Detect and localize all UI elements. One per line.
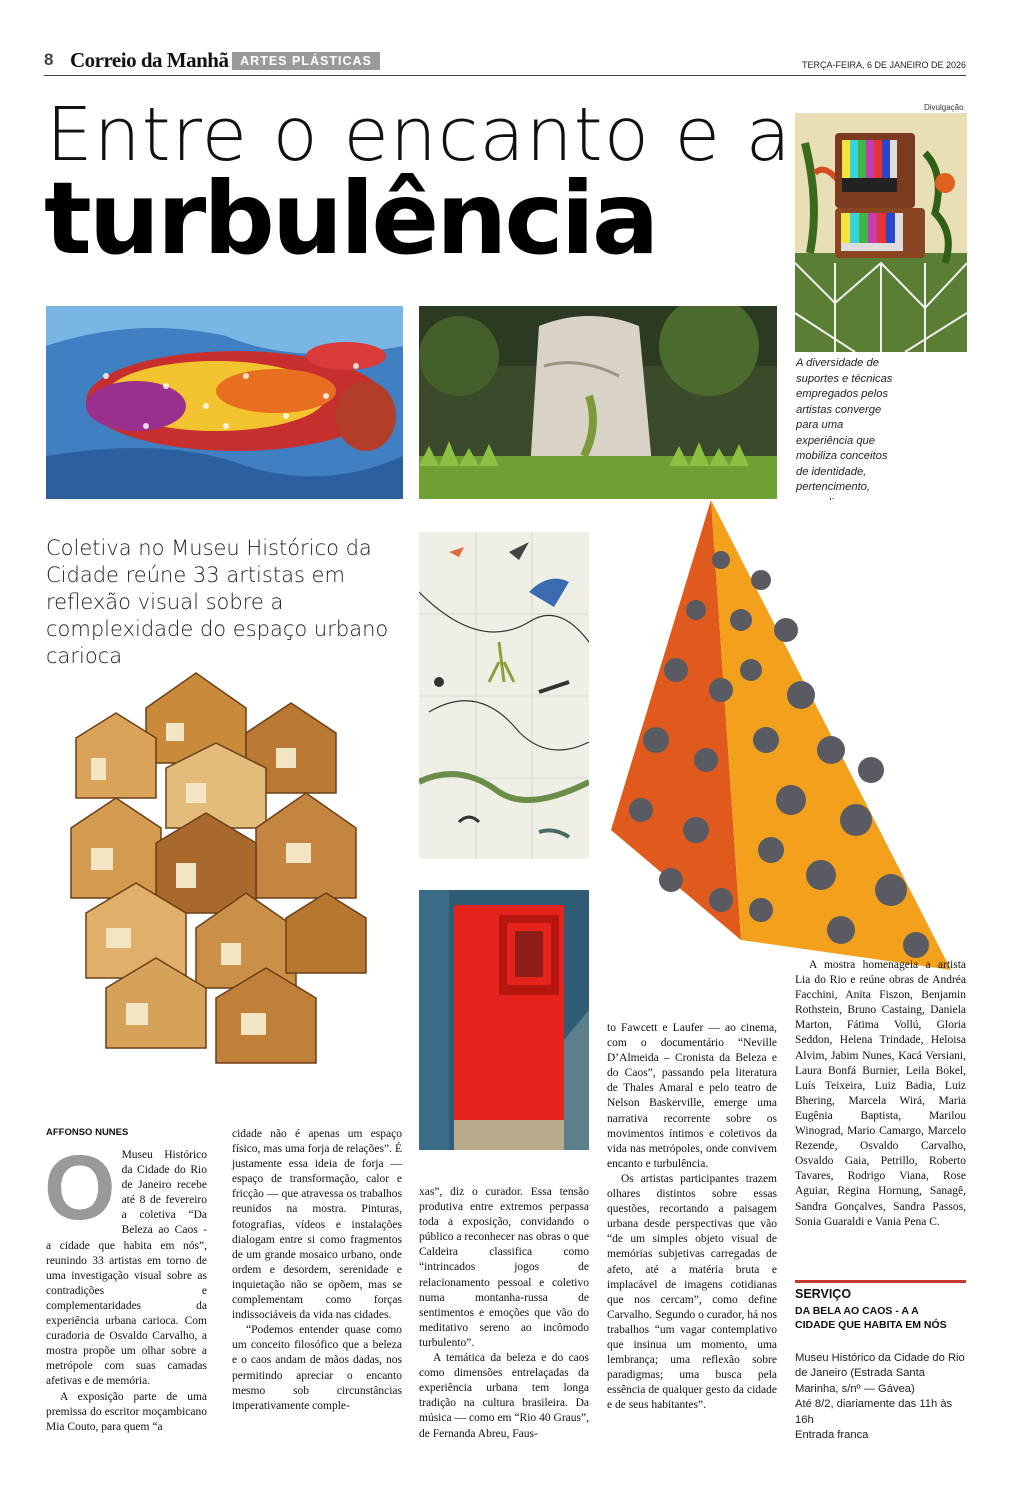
birds-drawing-image xyxy=(419,532,589,859)
orange-pyramid-sculpture-image xyxy=(601,500,967,974)
servico-title: SERVIÇO xyxy=(795,1287,852,1301)
article-paragraph: O Museu Histórico da Cidade do Rio de Janeiro recebe até 8 de fevereiro a coletiva “Da Beleza ao Caos - a cidade que habita em nós”, reunindo 33 artistas em torno de uma investigação visual sobre as contradições e complementaridades da experiência urbana carioca. Com curadoria de Osvaldo Carvalho, a mostra propõe um olhar sobre a metrópole com suas camadas afetivas e de memória. xyxy=(44,1137,207,1388)
wooden-houses-sculpture-image xyxy=(46,668,376,1078)
headline-line-2: turbulência xyxy=(44,160,657,277)
article-paragraph: cidade não é apenas um espaço físico, mas uma forja de relações”. É justamente essa ideia de forja — espaço de transformação, calor e fricção — que atravessa os trabalhos reunidos na mostra. Pinturas, fotografias, vídeos e instalações dialogam entre si como fragmentos de um grande mosaico urbano, onde ordem e desordem, serenidade e inquietação não se opõem, mas se complementam como forças indissociáveis da vida nas cidades. xyxy=(232,1128,402,1322)
tv-painting-image xyxy=(795,113,967,352)
headline-line-1: Entre o encanto e a xyxy=(46,92,792,178)
byline: AFFONSO NUNES xyxy=(46,1127,129,1138)
article-paragraph: A mostra homenageia a artista Lia do Rio e reúne obras de Andréa Facchini, Anita Fiszon, Benjamin Rothstein, Bruno Castaing, Daniela Marton, Fátima Vollú, Gloria Seddon, Helena Trindade, Heloisa Alvim, Jabim Nunes, Kacá Versiani, Laura Bonfá Burnier, Leila Bokel, Luís Teixeira, Luiz Badia, Luiz Bhering, Marcela Wirá, Maria Eugênia Baptista, Marilou Winograd, Mario Camargo, Marcelo Rezende, Osvaldo Carvalho, Osvaldo Gaia, Petrillo, Roberto Tavares, Rodrigo Viana, Rose Aguiar, Regina Hornung, Sanagê, Sandra Gonçalves, Sandra Passos, Sonia Guaraldi e Vania Pena C. xyxy=(795,959,966,1228)
photo-credit: Divulgação xyxy=(924,103,964,112)
servico-entry: Entrada franca xyxy=(795,1429,869,1442)
article-column-3 xyxy=(419,1185,589,1442)
article-paragraph: A temática da beleza e do caos como dimensões entrelaçadas da experiência urbana tem longa tradição na cultura brasileira. Da música — como em “Rio 40 Graus”, de Fernanda Abreu, Faus- xyxy=(419,1352,589,1440)
article-column-5 xyxy=(795,958,966,1230)
photo-caption: A diversidade de suportes e técnicas empregados pelos artistas converge para uma experiência que mobiliza conceitos de identidade, pertencimento, xyxy=(796,357,893,493)
servico-venue: Museu Histórico da Cidade do Rio de Janeiro (Estrada Santa Marinha, s/nº — Gávea) xyxy=(795,1352,965,1395)
article-column-2 xyxy=(232,1127,402,1414)
section-label: ARTES PLÁSTICAS xyxy=(232,52,380,70)
red-door-painting-image xyxy=(419,890,589,1150)
servico-details xyxy=(795,1351,966,1443)
article-paragraph: to Fawcett e Laufer — ao cinema, com o documentário “Neville D’Almeida – Cronista da Beleza e do Caos”, passando pela literatura de Thales Amaral e pelo teatro de Nelson Baskerville, emerge uma narrativa recorrente sobre os movimentos íntimos e coletivos da vida nas metrópoles, onde convivem encanto e turbulência. xyxy=(607,1022,777,1170)
article-column-4 xyxy=(607,1021,777,1413)
page-number: 8 xyxy=(44,50,54,69)
servico-rule xyxy=(795,1280,966,1283)
servico-subtitle: DA BELA AO CAOS - A A CIDADE QUE HABITA EM NÓS xyxy=(795,1305,947,1331)
article-paragraph: “Podemos entender quase como um conceito filosófico que a beleza e o caos andam de mãos dadas, nos permitindo apreciar o encanto mesmo sob circunstâncias imperativamente comple- xyxy=(232,1324,402,1412)
colorful-city-painting-image xyxy=(46,306,403,499)
article-paragraph: xas”, diz o curador. Essa tensão produtiva entre extremos perpassa toda a exposição, convidando o público a reconhecer nas obras o que Caldeira classifica como “intrincados jogos de relacionamento pessoal e coletivo numa montanha-russa de sentimentos e emoções que vão do meditativo sereno ao incômodo turbulento”. xyxy=(419,1186,589,1349)
drop-cap: O xyxy=(44,1137,116,1239)
article-paragraph: A exposição parte de uma premissa do escritor moçambicano Mia Couto, para quem “a xyxy=(46,1390,207,1433)
header-rule xyxy=(44,75,966,76)
article-deck: Coletiva no Museu Histórico da Cidade reúne 33 artistas em reflexão visual sobre a complexidade do espaço urbano carioca xyxy=(46,536,389,668)
servico-hours: Até 8/2, diariamente das 11h às 16h xyxy=(795,1398,953,1426)
newspaper-logo: Correio da Manhã xyxy=(70,48,229,72)
article-paragraph: Os artistas participantes trazem olhares distintos sobre essas questões, recortando a paisagem urbana desde perspectivas que vão “de um simples objeto visual de memórias subjetivas carregadas de afeto, até a matéria bruta e implacável de imagens cotidianas que nos cercam”, como define Carvalho. Segundo o curador, há nos trabalhos “um vagar contemplativo que insinua um momento, uma lembrança; uma reflexão sobre paradigmas; uma busca pela essência de qualquer gesto da cidade e de seus habitantes”. xyxy=(607,1172,777,1412)
issue-date: TERÇA-FEIRA, 6 DE JANEIRO DE 2026 xyxy=(801,60,966,70)
article-column-1 xyxy=(44,1137,207,1435)
stone-sculpture-image xyxy=(419,306,777,499)
